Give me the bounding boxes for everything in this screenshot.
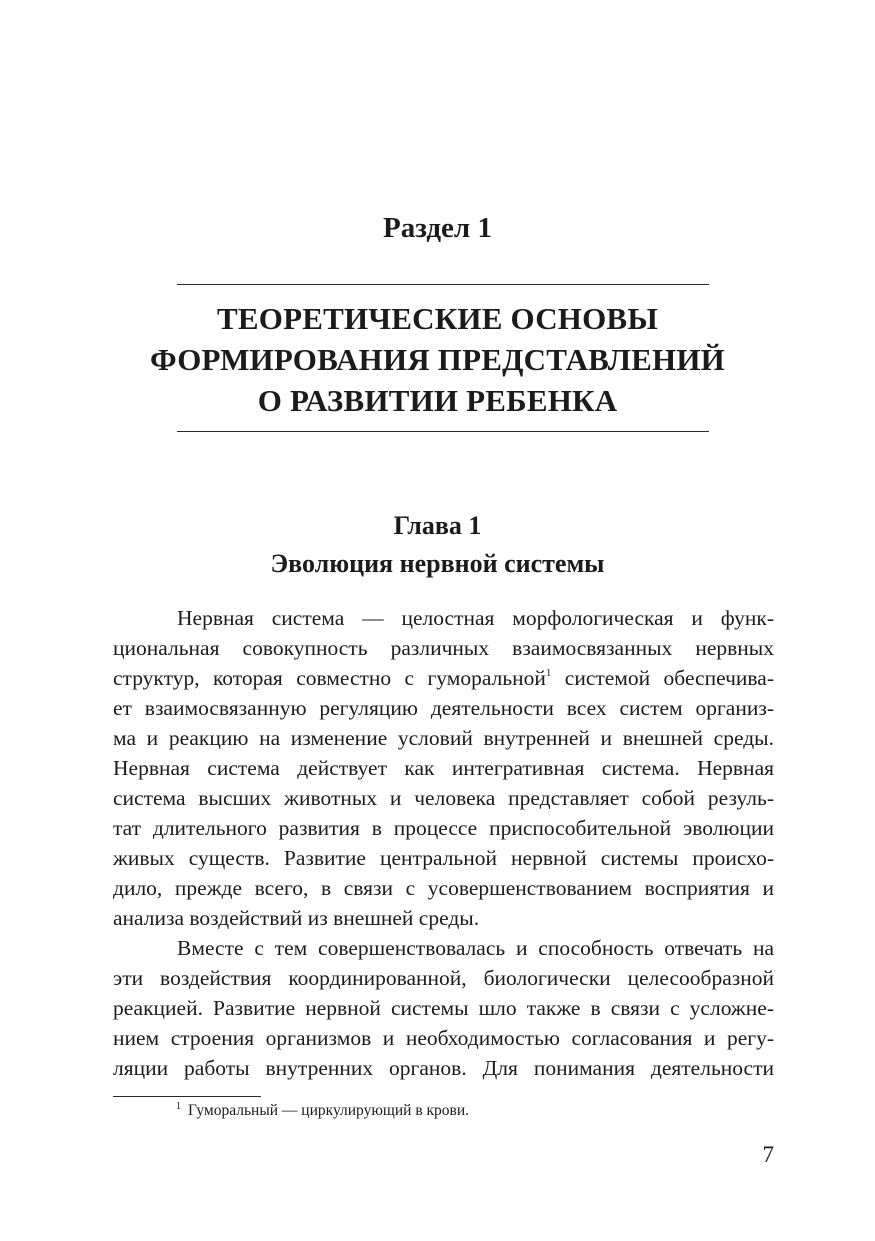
- section-title: [0, 298, 875, 421]
- body-text: [113, 603, 774, 1083]
- text-line: система высших животных и человека представляет собой резуль-: [113, 786, 774, 810]
- text-line: Нервная система действует как интегративная система. Нервная: [113, 756, 774, 780]
- text-line: тат длительного развития в процессе приспособительной эволюции: [113, 816, 774, 840]
- text-line: ляции работы внутренних органов. Для понимания деятельности: [113, 1056, 774, 1080]
- text-line: эти воздействия координированной, биологически целесообразной: [113, 966, 774, 990]
- text-line: Нервная система — целостная морфологическая и функ-: [177, 606, 774, 630]
- chapter-label: Глава 1: [393, 511, 482, 540]
- text-line-part: системой обеспечива-: [564, 666, 774, 690]
- text-line: реакцией. Развитие нервной системы шло также в связи с усложне-: [113, 996, 774, 1020]
- text-line: нием строения организмов и необходимостью согласования и регу-: [113, 1026, 774, 1050]
- text-line: циональная совокупность различных взаимосвязанных нервных: [113, 636, 774, 660]
- text-line: ет взаимосвязанную регуляцию деятельности всех систем организ-: [113, 696, 774, 720]
- text-line: Вместе с тем совершенствовалась и способность отвечать на: [177, 936, 774, 960]
- text-line: [113, 663, 774, 693]
- footnote: [176, 1100, 469, 1122]
- section-title-line: О РАЗВИТИИ РЕБЕНКА: [257, 383, 618, 418]
- section-label: Раздел 1: [383, 212, 492, 244]
- text-line: ма и реакцию на изменение условий внутренней и внешней среды.: [113, 726, 774, 750]
- footnote-text: Гуморальный — циркулирующий в крови.: [188, 1102, 470, 1119]
- section-title-line: ТЕОРЕТИЧЕСКИЕ ОСНОВЫ: [217, 301, 658, 336]
- footnote-number: 1: [176, 1101, 181, 1112]
- page-number: 7: [762, 1142, 774, 1167]
- chapter-title: Эволюция нервной системы: [270, 549, 605, 578]
- text-line: дило, прежде всего, в связи с усовершенствованием восприятия и: [113, 876, 774, 900]
- rule-bottom: [177, 431, 709, 432]
- footnote-ref[interactable]: 1: [545, 667, 552, 679]
- footnote-rule: [113, 1096, 261, 1097]
- section-title-line: ФОРМИРОВАНИЯ ПРЕДСТАВЛЕНИЙ: [150, 342, 725, 377]
- text-line: живых существ. Развитие центральной нервной системы происхо-: [113, 846, 774, 870]
- text-line: анализа воздействий из внешней среды.: [113, 906, 480, 930]
- rule-top: [177, 284, 709, 285]
- text-line-part: структур, которая совместно с гуморальной: [113, 666, 546, 690]
